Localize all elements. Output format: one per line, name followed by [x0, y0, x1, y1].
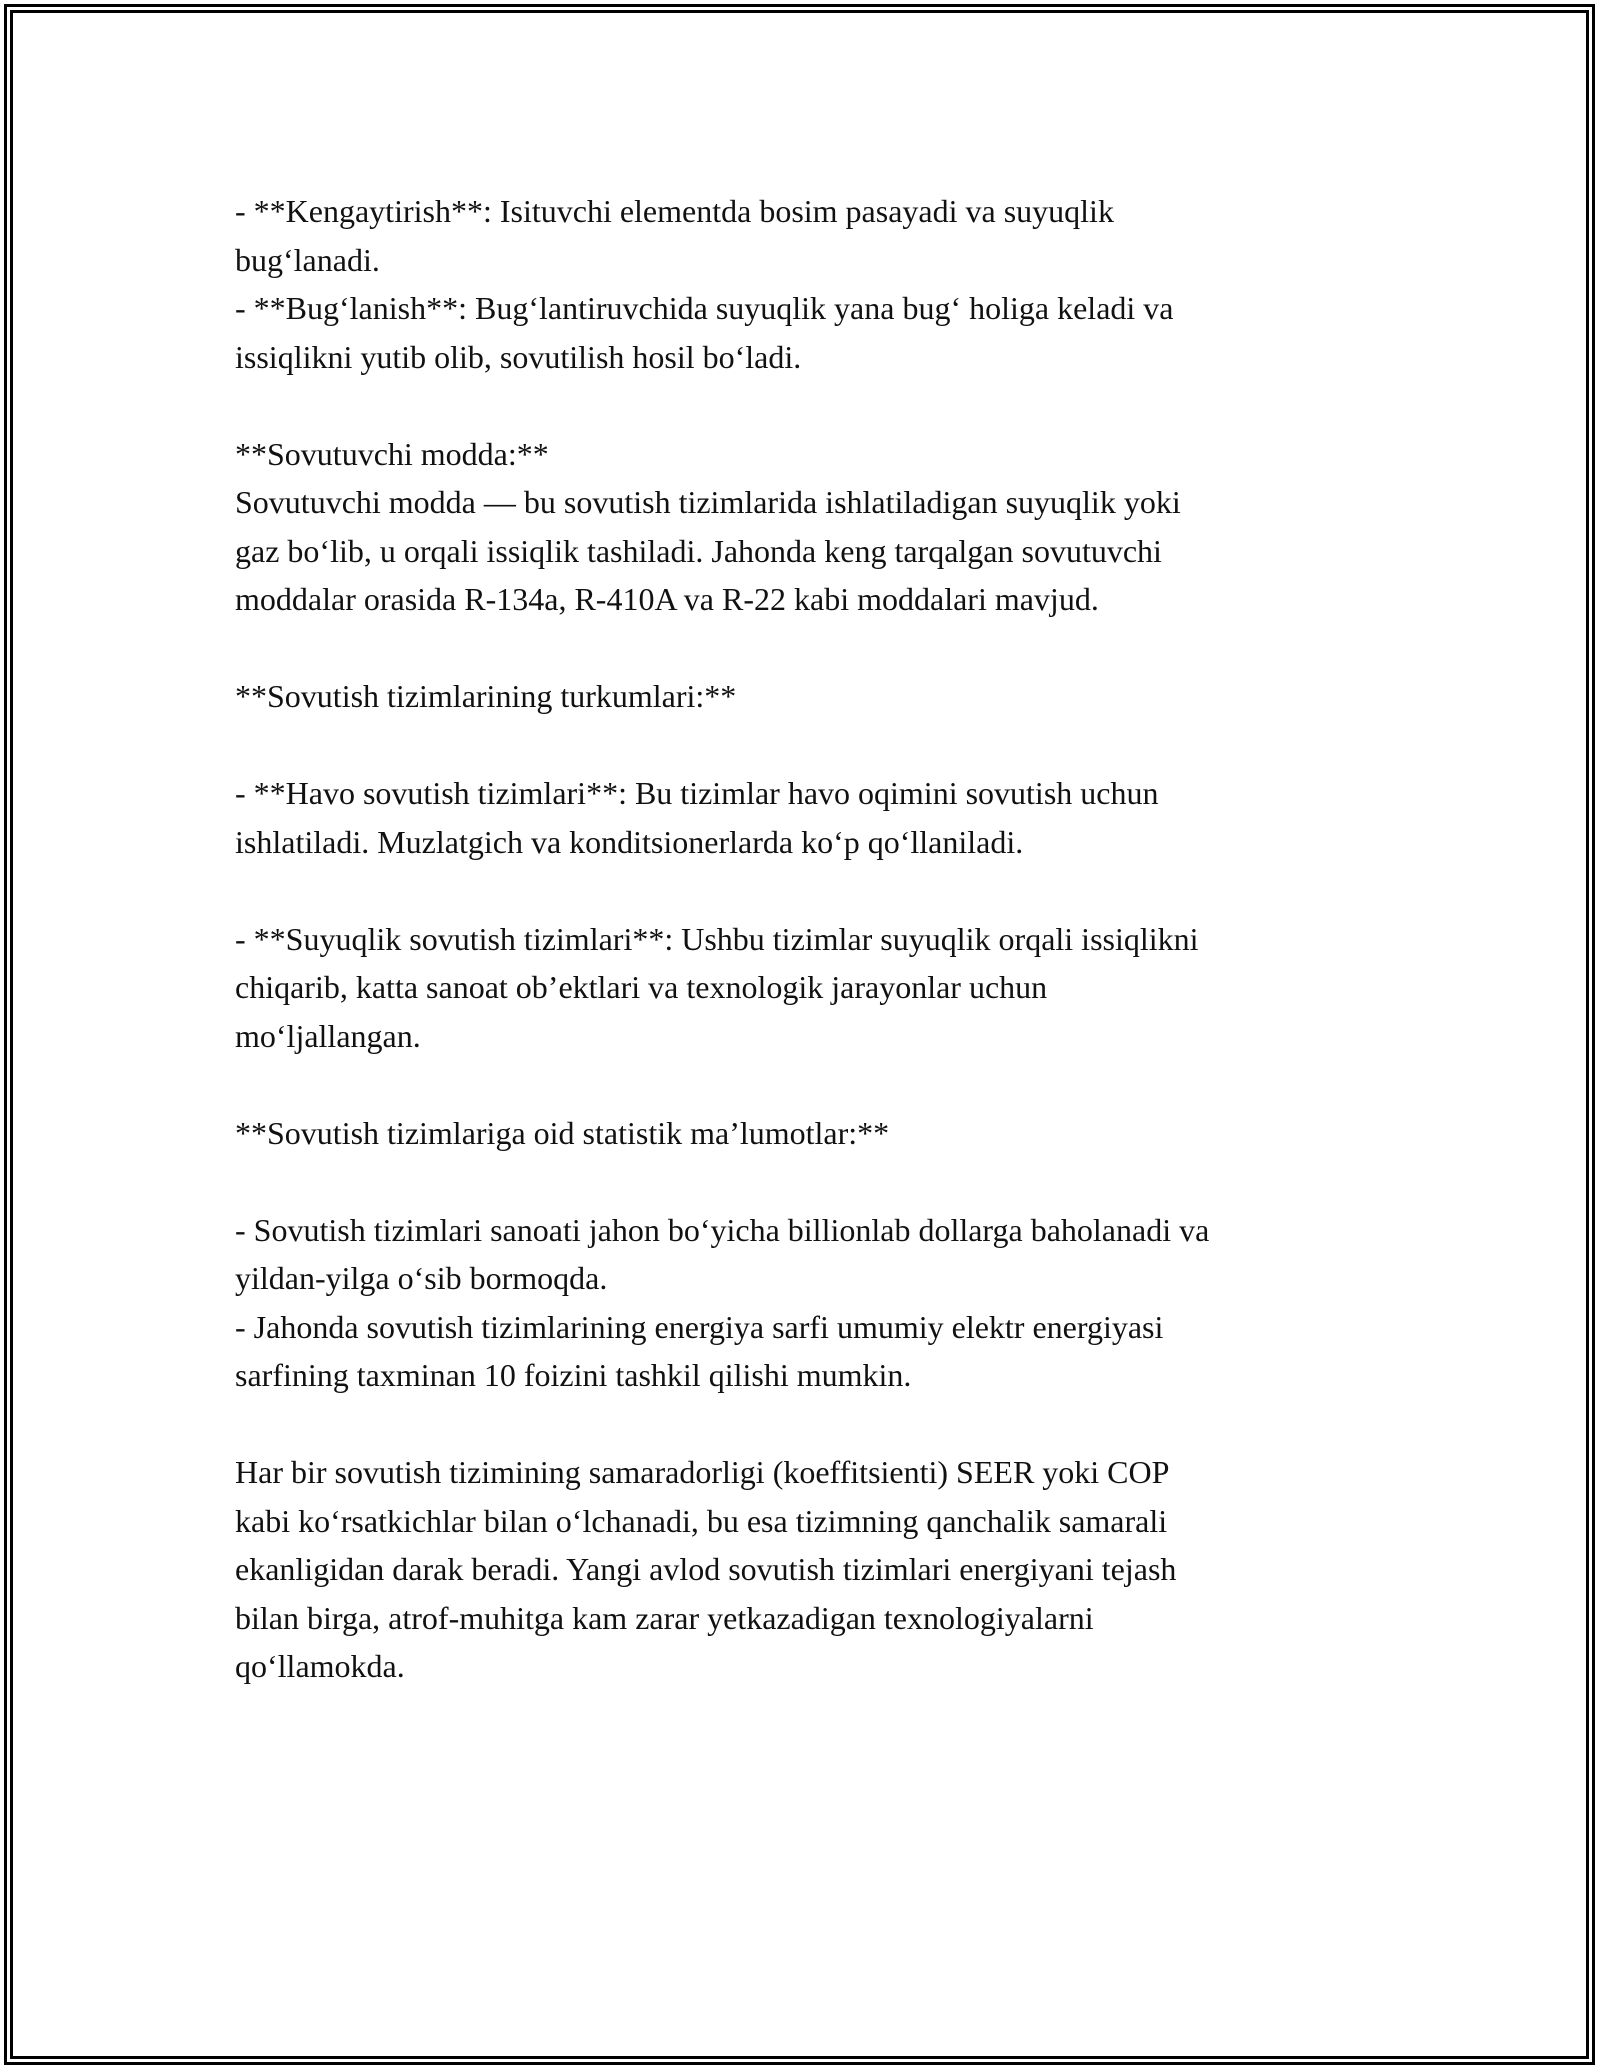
blank-line: [235, 1400, 1365, 1449]
text-line: Sovutuvchi modda — bu sovutish tizimlarida ishlatiladigan suyuqlik yoki: [235, 484, 1181, 520]
blank-line: [235, 1157, 1365, 1206]
text-line: issiqlikni yutib olib, sovutilish hosil bo‘ladi.: [235, 338, 802, 375]
text-line: sarfining taxminan 10 foizini tashkil qilishi mumkin.: [235, 1357, 912, 1393]
blank-line: [235, 624, 1365, 673]
text-line: yildan-yilga o‘sib bormoqda.: [235, 1260, 608, 1296]
text-line: chiqarib, katta sanoat ob’ektlari va texnologik jarayonlar uchun: [235, 969, 1048, 1005]
section-heading: **Sovutuvchi modda:**: [235, 435, 549, 472]
text-line: kabi ko‘rsatkichlar bilan o‘lchanadi, bu esa tizimning qanchalik samarali: [235, 1502, 1168, 1539]
text-line: - **Suyuqlik sovutish tizimlari**: Ushbu tizimlar suyuqlik orqali issiqlikni: [235, 920, 1199, 957]
text-line: - **Havo sovutish tizimlari**: Bu tizimlar havo oqimini sovutish uchun: [235, 775, 1159, 811]
text-line: mo‘ljallangan.: [235, 1017, 421, 1054]
blank-line: [235, 866, 1365, 915]
blank-line: [235, 381, 1365, 430]
section-heading: **Sovutish tizimlariga oid statistik ma’lumotlar:**: [235, 1114, 890, 1151]
text-line: bug‘lanadi.: [235, 241, 380, 278]
text-line: - Jahonda sovutish tizimlarining energiya sarfi umumiy elektr energiyasi: [235, 1308, 1164, 1345]
text-line: - Sovutish tizimlari sanoati jahon bo‘yicha billionlab dollarga baholanadi va: [235, 1211, 1210, 1248]
text-line: - **Kengaytirish**: Isituvchi elementda bosim pasayadi va suyuqlik: [235, 193, 1114, 229]
section-heading: **Sovutish tizimlarining turkumlari:**: [235, 678, 737, 714]
text-line: qo‘llamokda.: [235, 1648, 405, 1684]
document-body: [235, 187, 1365, 1691]
text-line: Har bir sovutish tizimining samaradorligi (koeffitsienti) SEER yoki COP: [235, 1454, 1170, 1490]
text-line: ishlatiladi. Muzlatgich va konditsionerlarda ko‘p qo‘llaniladi.: [235, 823, 1024, 860]
text-line: - **Bug‘lanish**: Bug‘lantiruvchida suyuqlik yana bug‘ holiga keladi va: [235, 290, 1174, 326]
text-line: gaz bo‘lib, u orqali issiqlik tashiladi. Jahonda keng tarqalgan sovutuvchi: [235, 532, 1162, 569]
text-line: ekanligidan darak beradi. Yangi avlod sovutish tizimlari energiyani tejash: [235, 1551, 1177, 1587]
blank-line: [235, 721, 1365, 770]
text-line: bilan birga, atrof-muhitga kam zarar yetkazadigan texnologiyalarni: [235, 1599, 1094, 1636]
text-line: moddalar orasida R-134a, R-410A va R-22 kabi moddalari mavjud.: [235, 581, 1099, 617]
blank-line: [235, 1060, 1365, 1109]
